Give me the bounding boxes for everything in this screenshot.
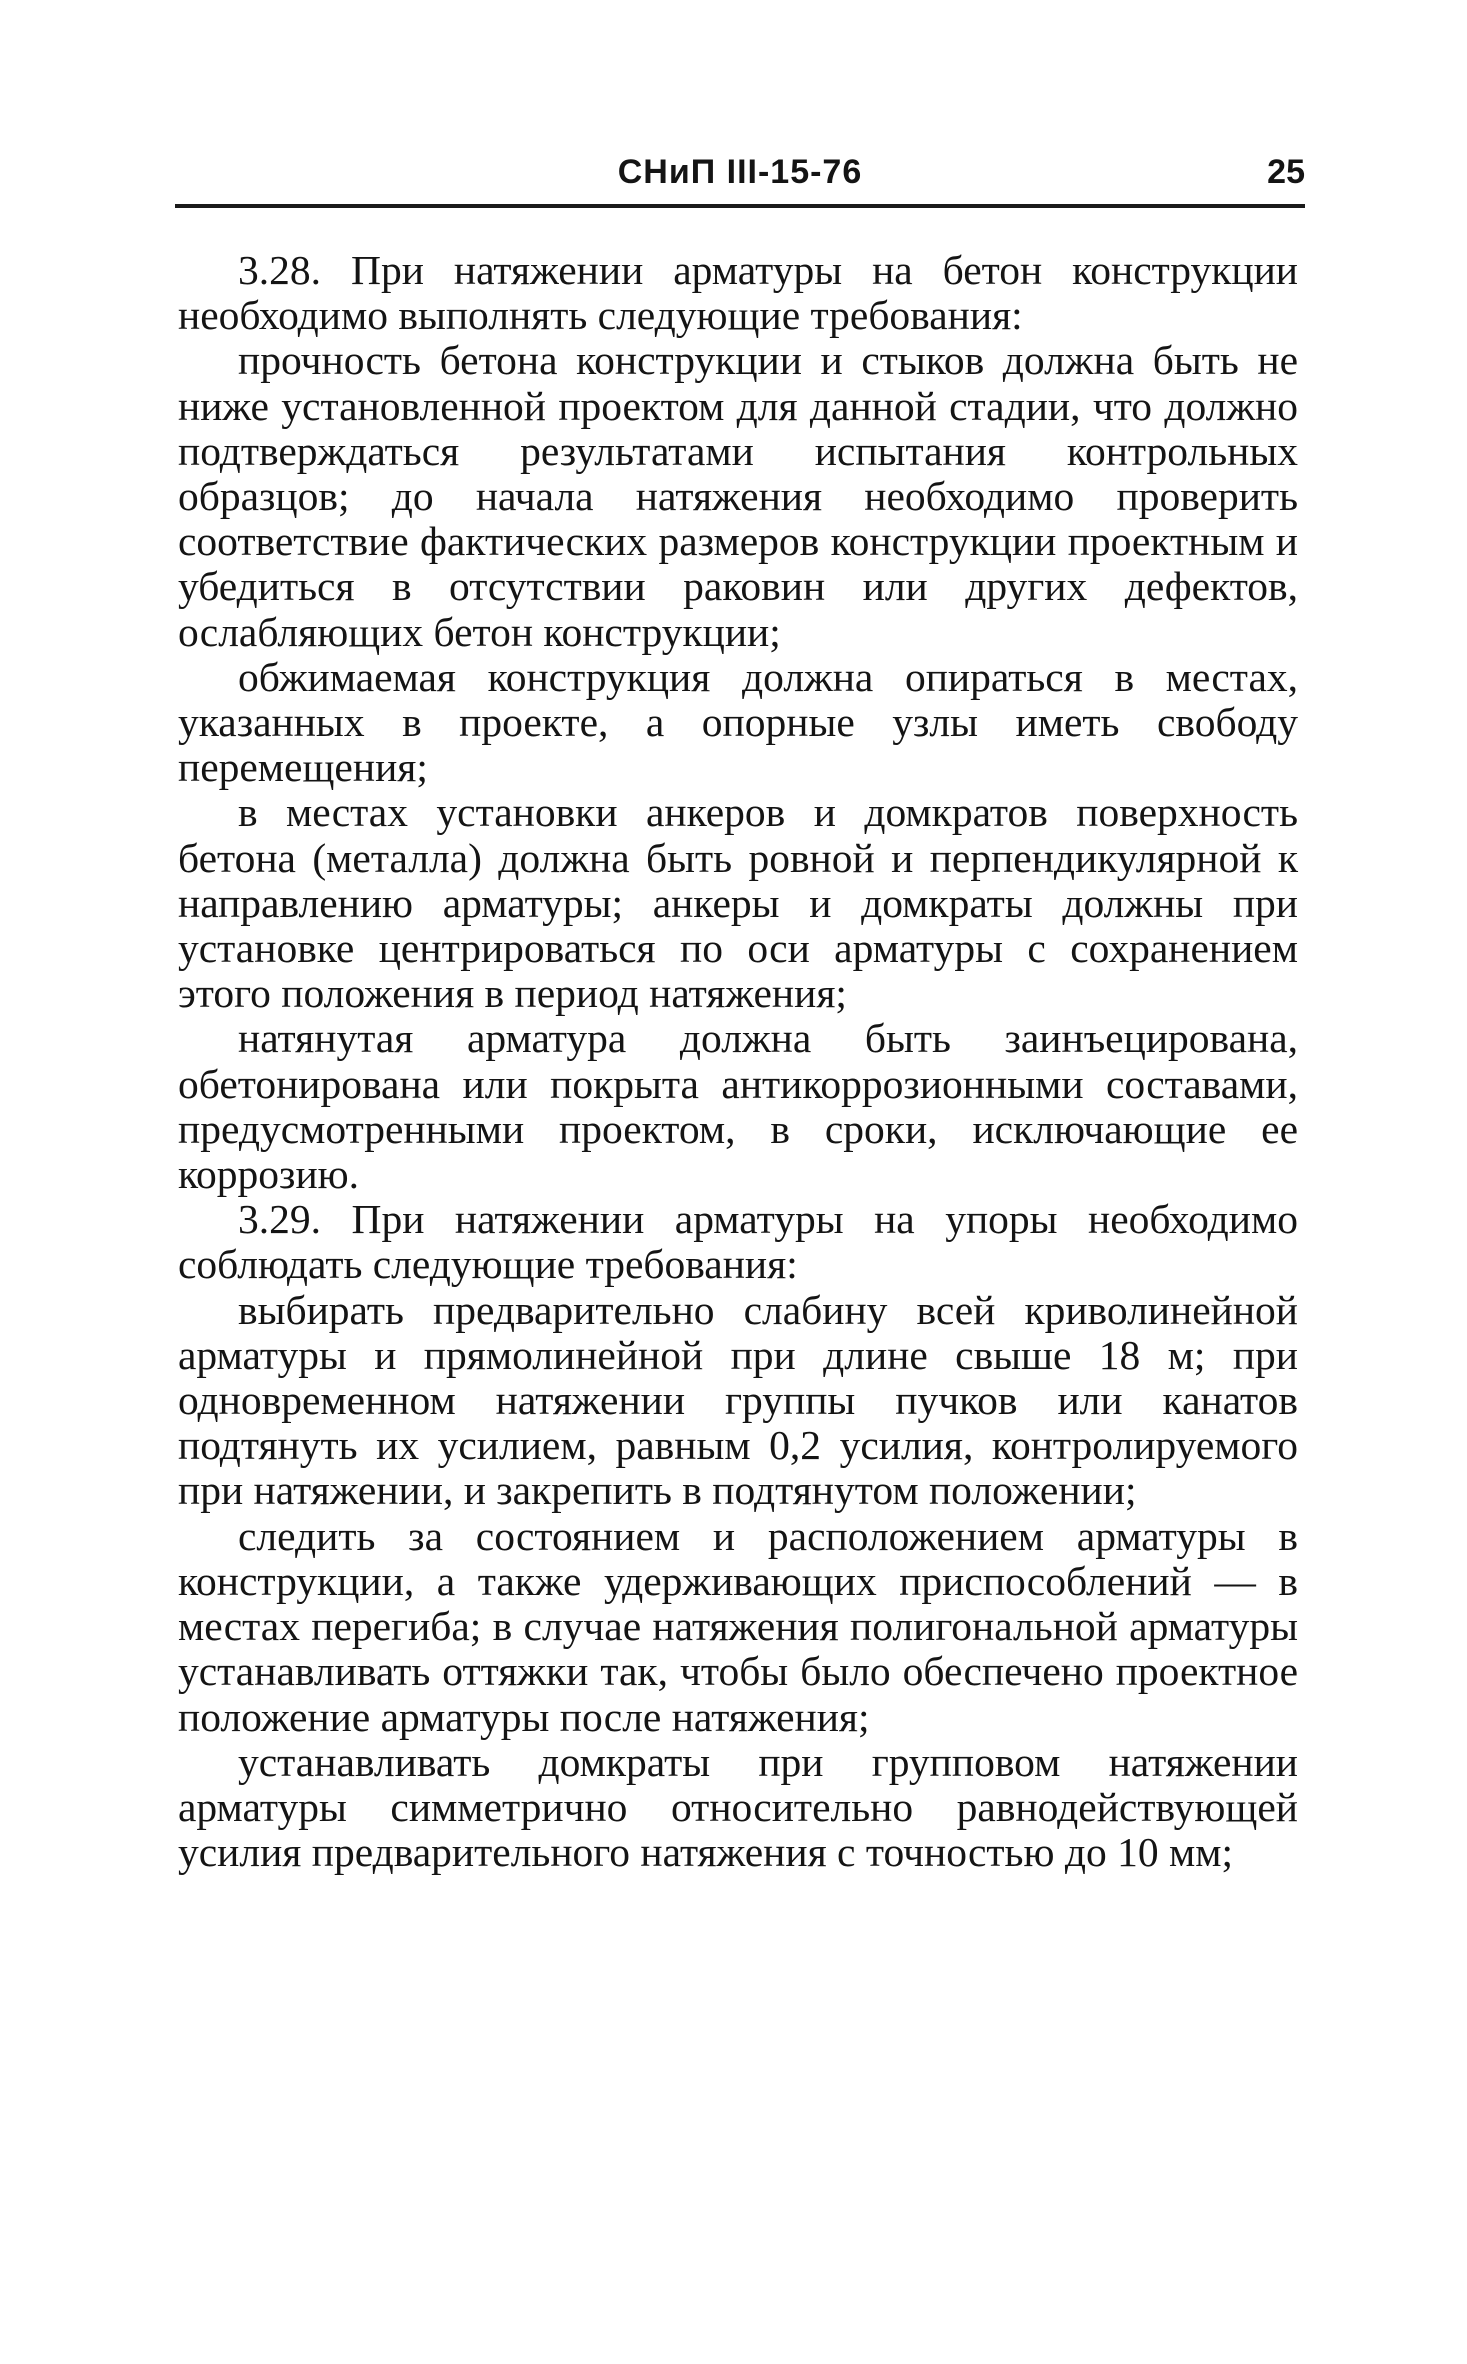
paragraph-jacks: устанавливать домкраты при групповом натяжении арматуры симметрично относительно равнодействующей усилия предварительного натяжения с точностью до 10 мм; bbox=[178, 1738, 1298, 1876]
document-code: СНиП III-15-76 bbox=[617, 153, 863, 191]
paragraph-concrete-strength: прочность бетона конструкции и стыков должна быть не ниже установленной проектом для данной стадии, что должно подтверждаться результатами испытания контрольных образцов; до начала натяжения необходимо проверить соответствие фактических размеров конструкции проектным и убедиться в отсутствии раковин или других дефектов, ослабляющих бетон конструкции; bbox=[178, 337, 1298, 655]
paragraph-monitoring: следить за состоянием и расположением арматуры в конструкции, а также удерживающих приспособлений — в местах перегиба; в случае натяжения полигональной арматуры устанавливать оттяжки так, чтобы было обеспечено проектное положение арматуры после натяжения; bbox=[178, 1512, 1298, 1740]
page-number: 25 bbox=[1267, 153, 1305, 191]
paragraph-support: обжимаемая конструкция должна опираться в местах, указанных в проекте, а опорные узлы иметь свободу перемещения; bbox=[178, 653, 1298, 791]
paragraph-slack: выбирать предварительно слабину всей криволинейной арматуры и прямолинейной при длине свыше 18 м; при одновременном натяжении группы пучков или канатов подтянуть их усилием, равным 0,2 усилия, контролируемого при натяжении, и закрепить в подтянутом положении; bbox=[178, 1286, 1298, 1514]
header-divider bbox=[175, 204, 1305, 208]
body-text bbox=[178, 248, 1298, 1875]
page-header bbox=[175, 150, 1305, 202]
paragraph-3-28-intro: 3.28. При натяжении арматуры на бетон конструкции необходимо выполнять следующие требования: bbox=[178, 247, 1298, 339]
paragraph-anchor-installation: в местах установки анкеров и домкратов поверхность бетона (металла) должна быть ровной и перпендикулярной к направлению арматуры; анкеры и домкраты должны при установке центрироваться по оси арматуры с сохранением этого положения в период натяжения; bbox=[178, 789, 1298, 1017]
paragraph-injection: натянутая арматура должна быть заинъецирована, обетонирована или покрыта антикоррозионными составами, предусмотренными проектом, в сроки, исключающие ее коррозию. bbox=[178, 1015, 1298, 1198]
paragraph-3-29-intro: 3.29. При натяжении арматуры на упоры необходимо соблюдать следующие требования: bbox=[178, 1196, 1298, 1288]
